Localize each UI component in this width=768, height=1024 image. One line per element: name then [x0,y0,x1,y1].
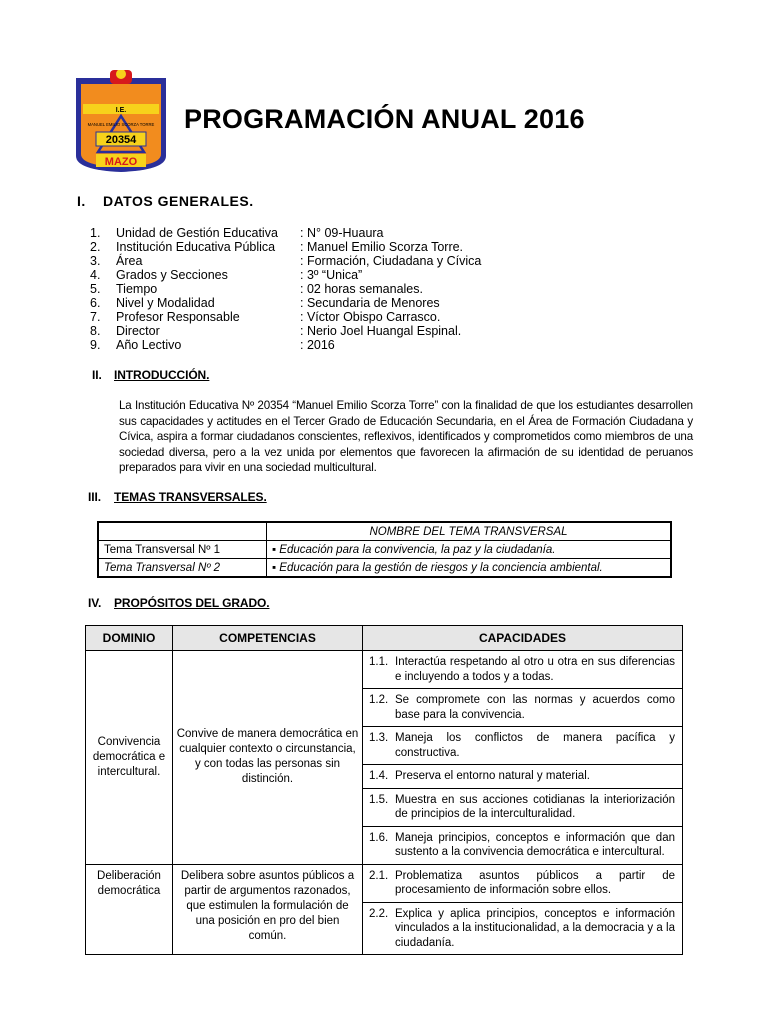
capacidad-number: 1.5. [369,793,389,806]
capacidad-text: Problematiza asuntos públicos a partir de procesamiento de información sobre ellos. [395,869,675,896]
page-title: PROGRAMACIÓN ANUAL 2016 [184,104,585,134]
item-key: Grados y Secciones [116,268,228,282]
item-number: 6. [90,296,101,310]
item-number: 5. [90,282,101,296]
section-temas-heading [88,490,267,504]
bullet-icon: ▪ [272,543,277,556]
item-value: : 02 horas semanales. [300,282,423,296]
capacidad-cell [363,902,683,955]
section-number: IV. [88,596,102,610]
section-title: TEMAS TRANSVERSALES. [114,490,267,504]
tema-text: Educación para la gestión de riesgos y la conciencia ambiental. [279,561,603,574]
school-crest-logo [74,70,168,174]
item-number: 9. [90,338,101,352]
capacidad-text: Explica y aplica principios, conceptos e información vinculados a la institucionalidad, a la democracia y a la ciudadanía. [395,907,675,949]
list-item [90,282,481,296]
logo-place-text: MAZO [104,156,138,168]
datos-list [90,226,481,352]
item-value: : Secundaria de Menores [300,296,440,310]
item-number: 3. [90,254,101,268]
column-header: DOMINIO [86,626,173,651]
list-item [90,254,481,268]
column-header: COMPETENCIAS [173,626,363,651]
section-number: II. [92,368,102,382]
capacidad-text: Se compromete con las normas y acuerdos como base para la convivencia. [395,694,675,721]
item-number: 1. [90,226,101,240]
capacidad-cell [363,765,683,789]
section-title: PROPÓSITOS DEL GRADO. [114,596,270,610]
competencia-cell: Convive de manera democrática en cualquier contexto o circunstancia, y con todas las personas sin distinción. [173,651,363,865]
section-datos-heading [77,193,254,209]
table-cell [98,522,267,541]
capacidad-number: 1.2. [369,694,389,706]
intro-paragraph: La Institución Educativa Nº 20354 “Manuel Emilio Scorza Torre” con la finalidad de que los estudiantes desarrollen sus capacidades y actitudes en el Tercer Grado de Educación Secundaria, en el Área de Formación Ciudadana y Cívica, aspira a formar ciudadanos conscientes, reflexivos, identificados y comprometidos como miembros de una sociedad diversa, pero a la vez unida por elementos que favorecen la afirmación de su identidad de peruanos preparados para vivir en una sociedad multicultural. [119,399,693,474]
capacidad-text: Maneja los conflictos de manera pacífica y constructiva. [395,732,675,759]
capacidad-text: Interactúa respetando al otro u otra en sus diferencias e incluyendo a todos y a todas. [395,656,675,683]
capacidad-number: 2.2. [369,907,389,920]
item-value: : 2016 [300,338,335,352]
list-item [90,296,481,310]
capacidad-text: Muestra en sus acciones cotidianas la interiorización de principios de la interculturalidad. [395,793,675,820]
capacidad-number: 1.1. [369,656,389,668]
capacidad-cell [363,864,683,902]
item-key: Tiempo [116,282,158,296]
item-value: : N° 09-Huaura [300,226,384,240]
table-cell [267,541,672,559]
section-title: DATOS GENERALES. [103,193,254,209]
item-key: Director [116,324,160,338]
capacidad-cell [363,788,683,826]
section-propositos-heading [88,596,269,610]
dominio-cell: Convivencia democrática e intercultural. [86,651,173,865]
tema-text: Educación para la convivencia, la paz y la ciudadanía. [279,543,556,556]
list-item [90,268,481,282]
capacidad-cell [363,689,683,727]
section-introduccion-heading [92,368,209,382]
item-value: : Formación, Ciudadana y Cívica [300,254,482,268]
item-key: Profesor Responsable [116,310,240,324]
capacidad-number: 1.4. [369,770,389,782]
table-row [86,864,683,902]
capacidad-cell [363,826,683,864]
item-key: Institución Educativa Pública [116,240,276,254]
capacidad-text: Preserva el entorno natural y material. [395,770,590,782]
table-row [98,541,671,559]
item-number: 7. [90,310,101,324]
temas-table [97,521,672,578]
list-item [90,338,481,352]
item-number: 4. [90,268,101,282]
item-key: Nivel y Modalidad [116,296,215,310]
section-title: INTRODUCCIÓN. [114,368,210,382]
item-value: : 3º “Unica” [300,268,363,282]
propositos-table [85,625,683,955]
item-key: Unidad de Gestión Educativa [116,226,278,240]
list-item [90,226,481,240]
list-item [90,240,481,254]
capacidad-number: 2.1. [369,869,389,882]
list-item [90,310,481,324]
capacidad-number: 1.3. [369,732,389,744]
table-row [98,522,671,541]
table-row [98,559,671,578]
dominio-cell: Deliberación democrática [86,864,173,955]
list-item [90,324,481,338]
competencia-cell: Delibera sobre asuntos públicos a partir de argumentos razonados, que estimulen la formulación de una posición en pro del bien común. [173,864,363,955]
logo-arc-text: MANUEL EMILIO SCORZA TORRE [87,122,155,127]
table-cell: Tema Transversal Nº 1 [98,541,267,559]
item-number: 2. [90,240,101,254]
item-key: Área [116,254,143,268]
logo-ie-text: I.E. [115,107,127,114]
item-value: : Nerio Joel Huangal Espinal. [300,324,462,338]
logo-number-text: 20354 [105,134,137,146]
table-cell: Tema Transversal Nº 2 [98,559,267,578]
table-header-row [86,626,683,651]
capacidad-cell [363,651,683,689]
column-header: CAPACIDADES [363,626,683,651]
item-value: : Manuel Emilio Scorza Torre. [300,240,464,254]
capacidad-cell [363,727,683,765]
item-key: Año Lectivo [116,338,182,352]
capacidad-number: 1.6. [369,831,389,844]
bullet-icon: ▪ [272,561,277,574]
table-row [86,651,683,689]
item-number: 8. [90,324,101,338]
capacidad-text: Maneja principios, conceptos e información que dan sustento a la convivencia democrática e intercultural. [395,831,675,858]
section-number: III. [88,490,101,504]
item-value: : Víctor Obispo Carrasco. [300,310,441,324]
table-cell [267,559,672,578]
section-number: I. [77,193,86,209]
table-header: NOMBRE DEL TEMA TRANSVERSAL [267,522,672,541]
